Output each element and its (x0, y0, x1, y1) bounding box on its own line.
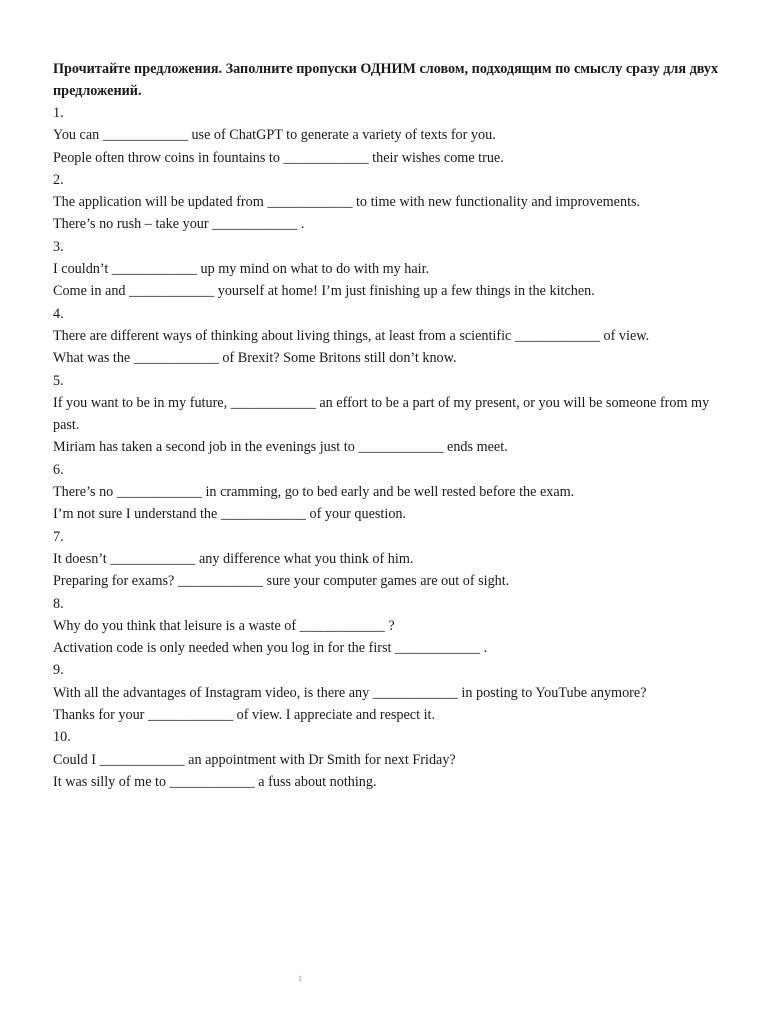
question-sentence: Miriam has taken a second job in the evenings just to ____________ ends meet. (53, 439, 508, 456)
question-sentence: There’s no ____________ in cramming, go to bed early and be well rested before the exam. (53, 484, 575, 501)
question-sentence: Why do you think that leisure is a waste of ____________ ? (53, 617, 395, 634)
question-sentence: What was the ____________ of Brexit? Some Britons still don’t know. (53, 350, 457, 367)
question-sentence: Come in and ____________ yourself at home! I’m just finishing up a few things in the kitchen. (53, 283, 595, 300)
question-sentence: The application will be updated from ____________ to time with new functionality and improvements. (53, 194, 641, 211)
question-sentence: Thanks for your ____________ of view. I appreciate and respect it. (53, 707, 436, 724)
question-number: 1. (53, 105, 64, 121)
question-item (53, 303, 733, 370)
question-item (53, 102, 733, 169)
question-sentence: With all the advantages of Instagram video, is there any ____________ in posting to YouTube anymore? (53, 684, 647, 701)
question-number: 2. (53, 171, 64, 188)
question-item (53, 459, 733, 526)
question-sentence: I’m not sure I understand the ____________ of your question. (53, 506, 407, 523)
question-sentence: It doesn’t ____________ any difference what you think of him. (53, 550, 414, 567)
question-sentence: You can ____________ use of ChatGPT to generate a variety of texts for you. (53, 127, 496, 144)
question-number: 4. (53, 305, 64, 322)
question-sentence: I couldn’t ____________ up my mind on what to do with my hair. (53, 261, 430, 278)
question-item (53, 370, 733, 459)
question-number: 6. (53, 461, 64, 478)
question-sentence: People often throw coins in fountains to ____________ their wishes come true. (53, 149, 504, 166)
question-number: 9. (53, 662, 64, 679)
question-number: 5. (53, 372, 64, 389)
question-sentence: Activation code is only needed when you log in for the first ____________ . (53, 640, 488, 657)
question-sentence: There’s no rush – take your ____________ . (53, 216, 305, 233)
question-sentence: There are different ways of thinking about living things, at least from a scientific ____________ of view. (53, 327, 650, 344)
question-list (53, 102, 733, 793)
question-item (53, 236, 733, 303)
question-item (53, 526, 733, 593)
question-item (53, 593, 733, 660)
question-sentence: Preparing for exams? ____________ sure your computer games are out of sight. (53, 573, 510, 590)
question-number: 7. (53, 528, 64, 545)
question-item (53, 659, 733, 726)
question-number: 10. (53, 729, 71, 746)
worksheet (53, 58, 733, 793)
question-sentence: It was silly of me to ____________ a fuss about nothing. (53, 773, 377, 790)
instruction-text: Прочитайте предложения. Заполните пропуски ОДНИМ словом, подходящим по смыслу сразу для двух предложений. (53, 61, 719, 99)
question-item (53, 169, 733, 236)
question-number: 8. (53, 595, 64, 612)
question-item (53, 726, 733, 793)
question-sentence: If you want to be in my future, ____________ an effort to be a part of my present, or you will be someone from my past. (53, 394, 710, 434)
question-number: 3. (53, 238, 64, 255)
page-number: 1 (298, 974, 302, 983)
question-sentence: Could I ____________ an appointment with Dr Smith for next Friday? (53, 751, 456, 768)
